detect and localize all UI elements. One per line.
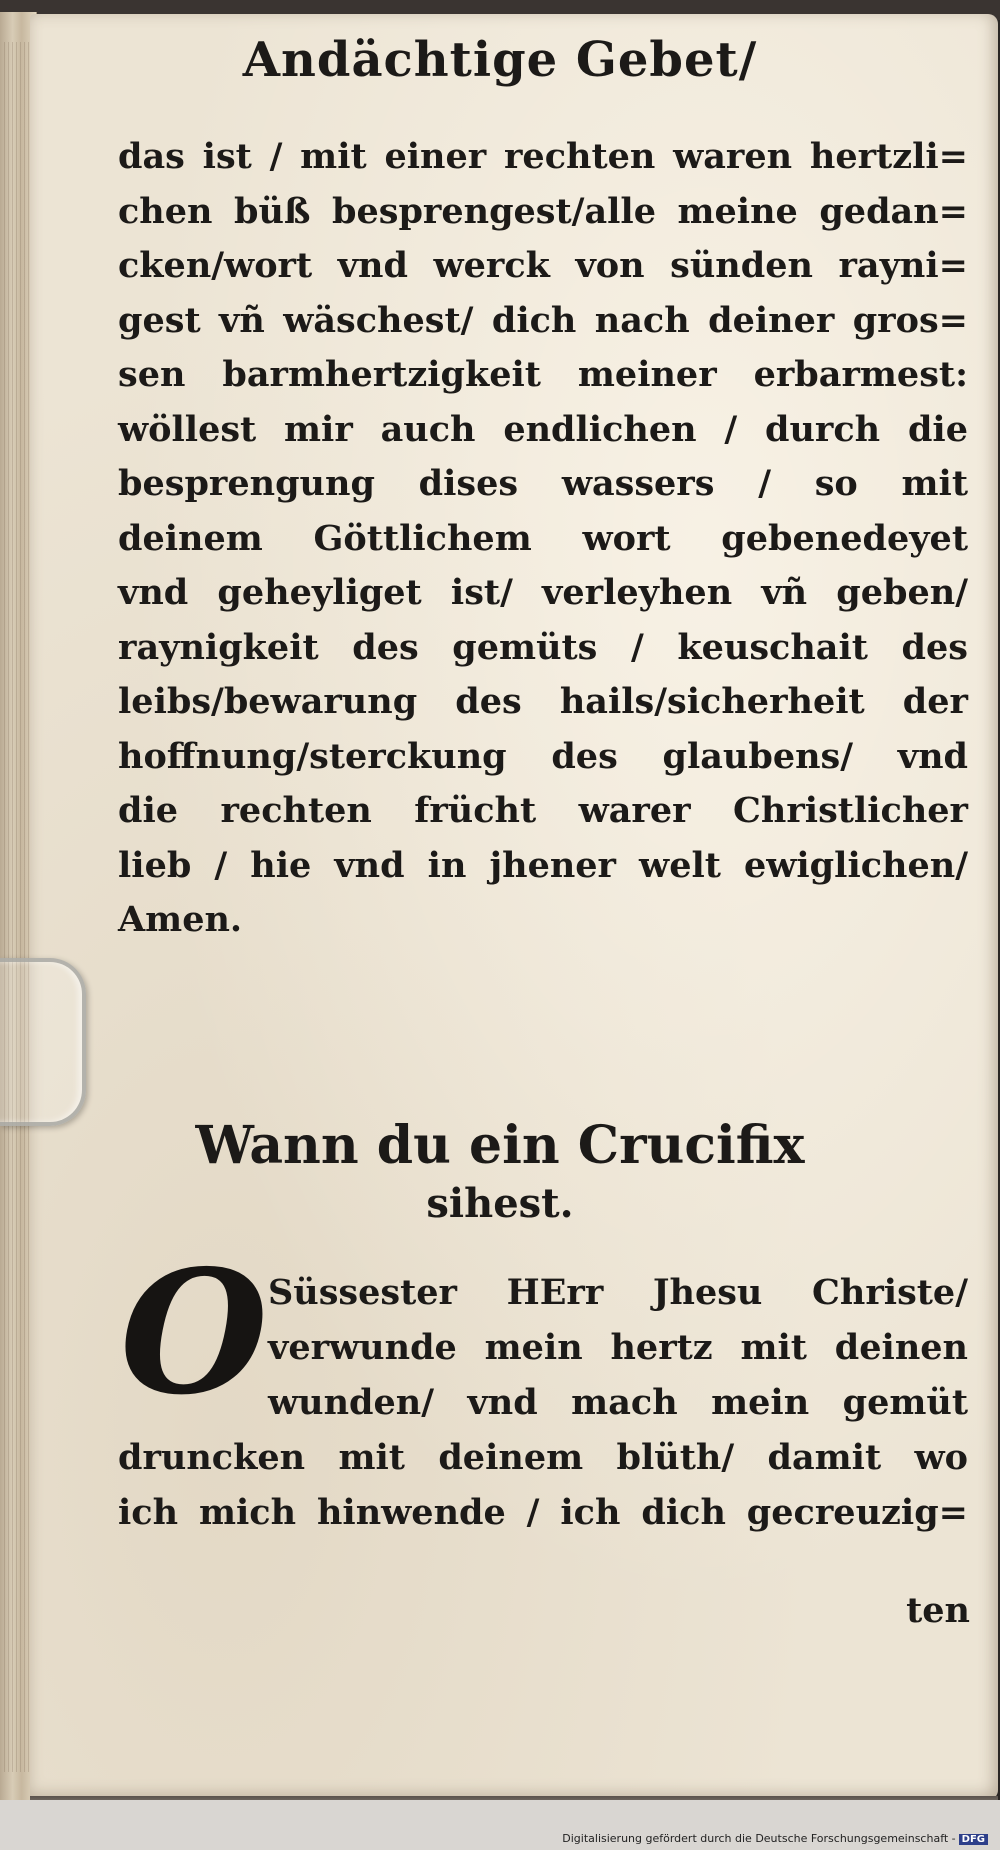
text-line: Süssester HErr Jhesu Christe/ [268,1272,968,1313]
text-line: cken/wort vnd werck von sünden rayni= [118,245,968,286]
text-line: das ist / mit einer rechten waren hertzli= [118,136,968,177]
text-line: gest vñ wäschest/ dich nach deiner gros= [118,299,968,341]
text-line: ich mich hinwende / ich dich gecreuzig= [118,1492,968,1533]
text-line: sen barmhertzigkeit meiner erbarmest: [118,354,968,395]
drop-cap-initial: O [120,1233,269,1433]
text-line: die rechten frücht warer Christlicher [118,790,968,831]
dfg-logo-badge: DFG [959,1834,988,1845]
text-line: besprengung dises wassers / so mit [118,463,968,504]
text-line: druncken mit deinem blüth/ damit wo [118,1437,968,1478]
text-line: wöllest mir auch endlichen / durch die [118,408,968,450]
section-heading: Wann du ein Crucifix [195,1115,805,1176]
text-line: wunden/ vnd mach mein gemüt [268,1382,968,1423]
prayer-text [118,1265,968,1540]
text-line: lieb / hie vnd in jhener welt ewiglichen/ [118,844,968,886]
body-text [118,130,968,948]
section-subheading: sihest. [426,1180,574,1227]
text-line: Amen. [118,899,243,940]
text-line: hoffnung/sterckung des glaubens/ vnd [118,735,968,777]
catchword: ten [906,1590,970,1631]
text-line: verwunde mein hertz mit deinen [268,1327,968,1368]
footer-credit [562,1832,988,1845]
glass-clip [0,958,86,1126]
page-edge-lines [4,42,30,1772]
footer-credit-text: Digitalisierung gefördert durch die Deutsche Forschungsgemeinschaft - [562,1832,956,1845]
text-line: chen büß besprengest/alle meine gedan= [118,190,968,232]
text-line: vnd geheyliget ist/ verleyhen vñ geben/ [118,572,968,613]
text-line: raynigkeit des gemüts / keuschait des [118,626,968,668]
text-line: deinem Göttlichem wort gebenedeyet [118,517,968,559]
running-head: Andächtige Gebet/ [242,32,758,88]
text-line: leibs/bewarung des hails/sicherheit der [118,681,968,722]
